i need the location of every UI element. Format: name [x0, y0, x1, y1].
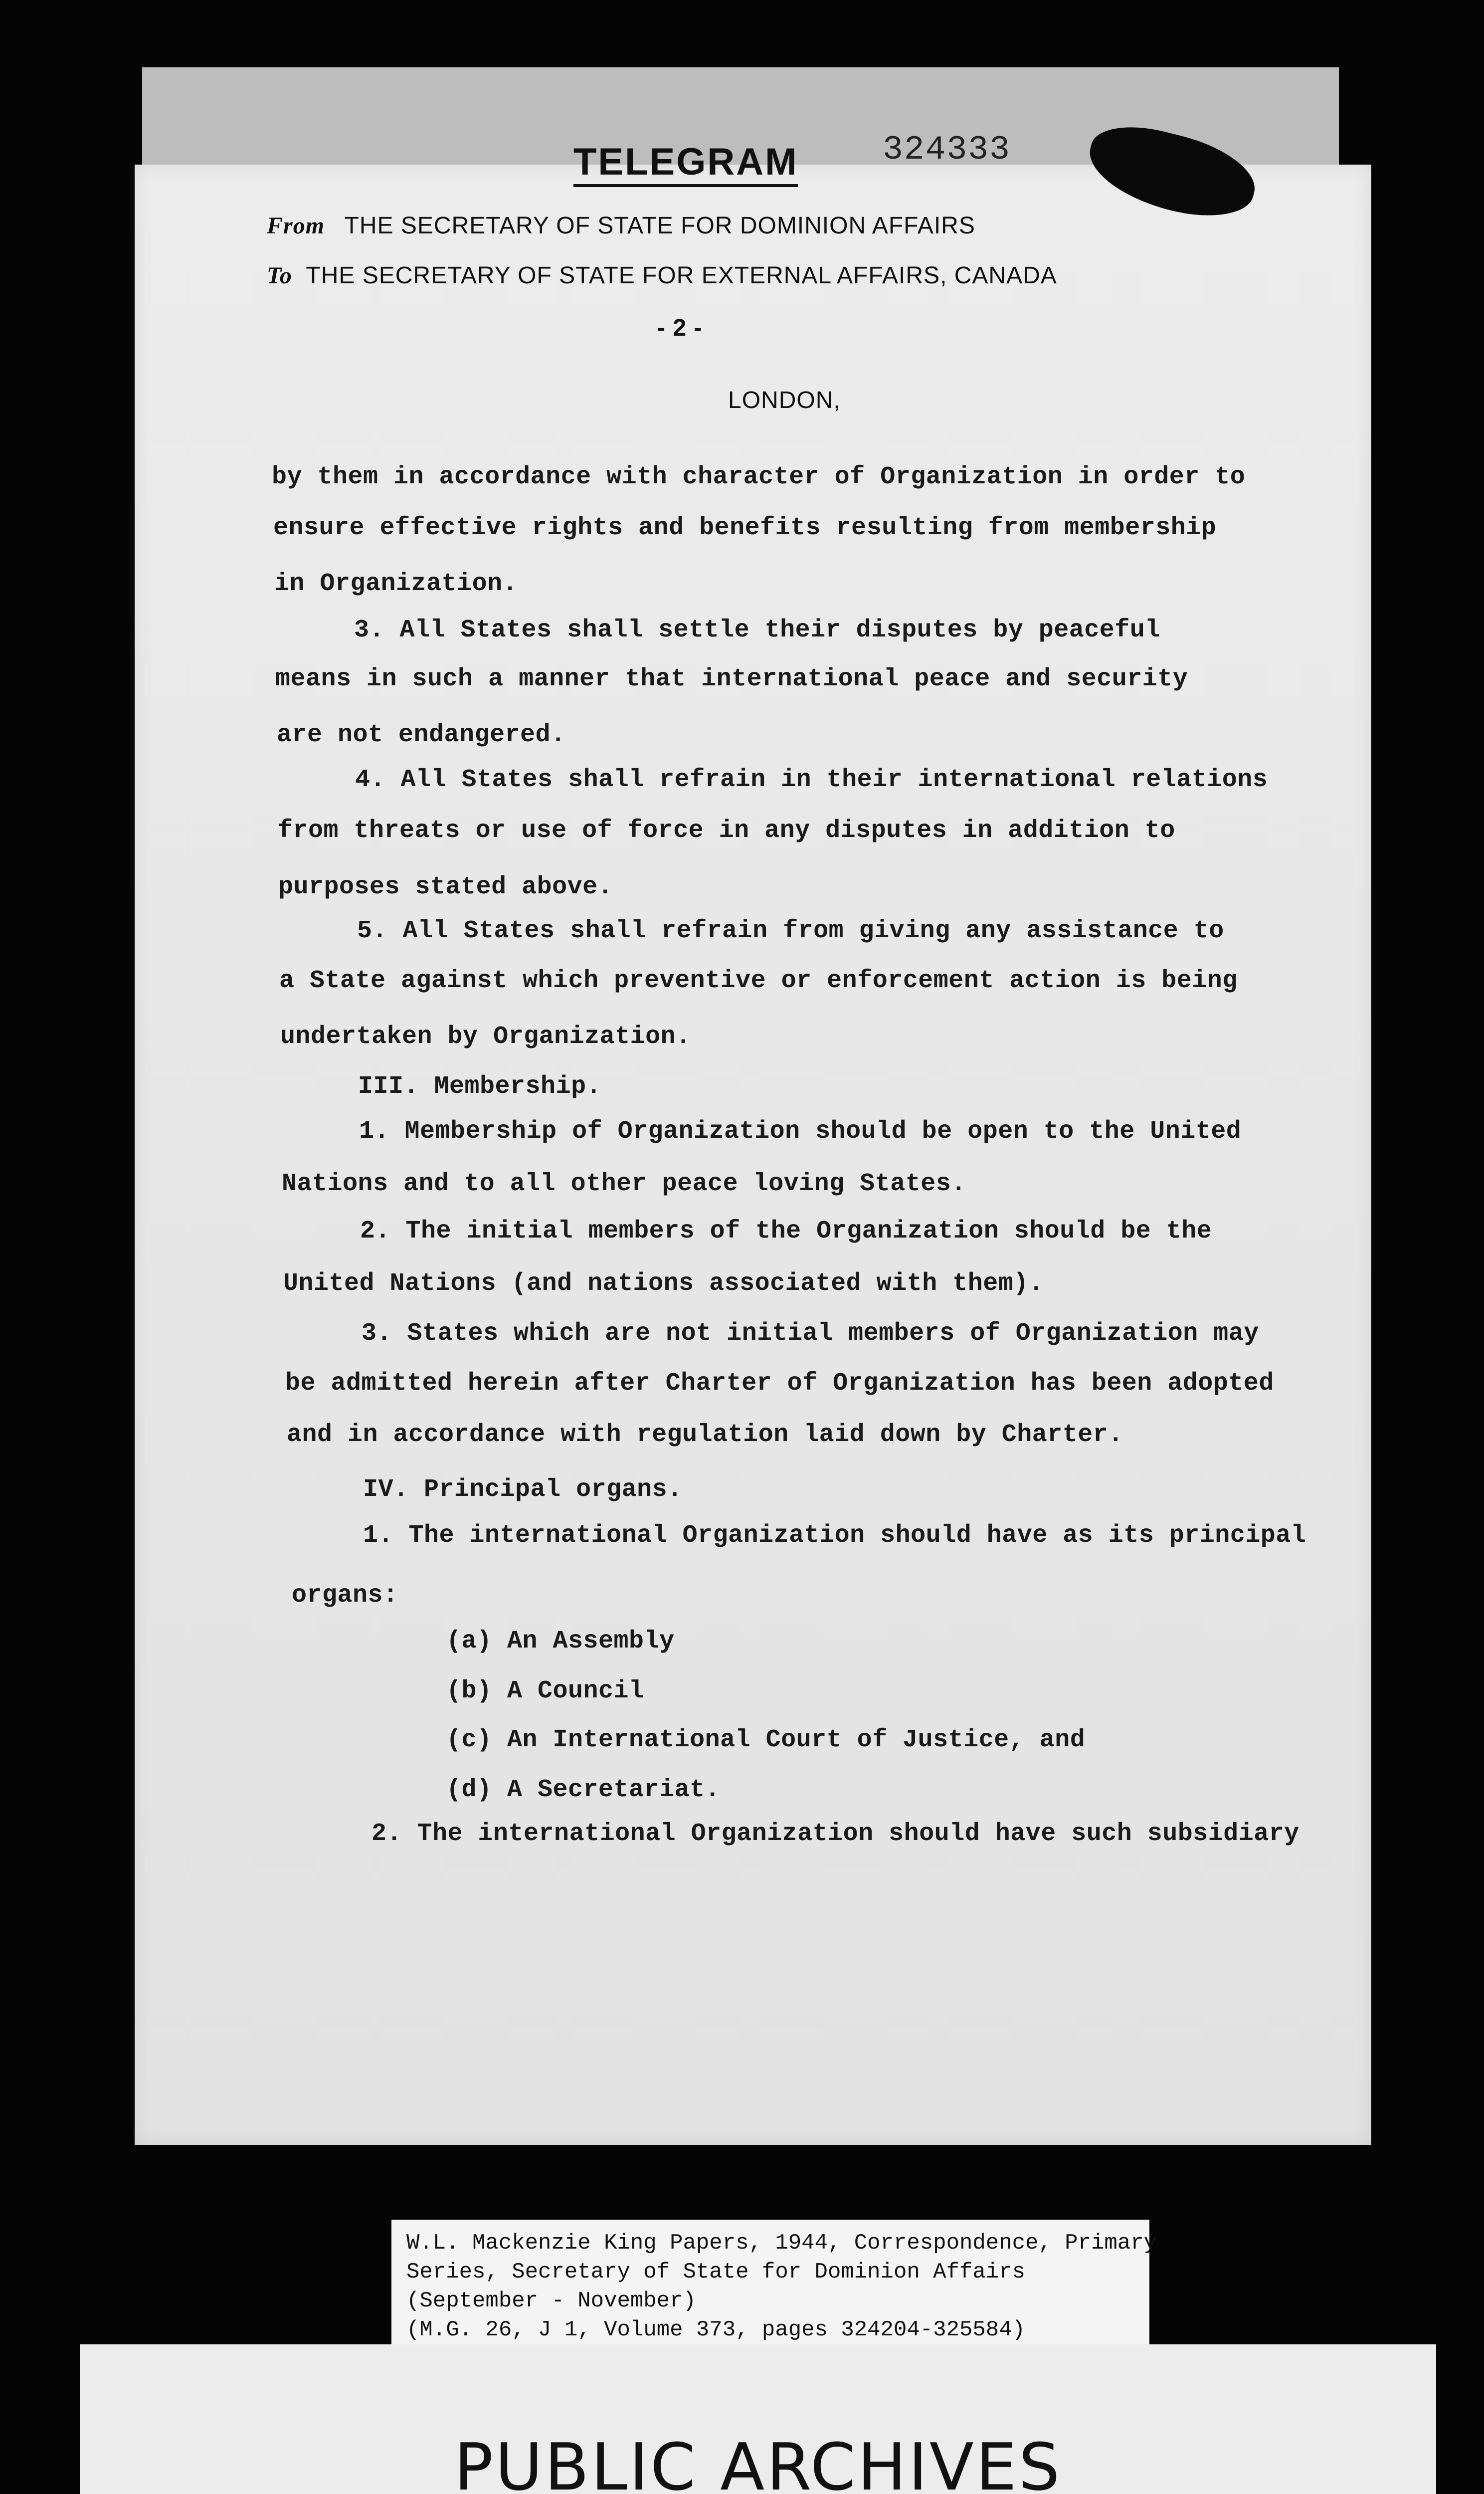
from-line: [267, 212, 975, 239]
body-line: are not endangered.: [277, 721, 566, 749]
archive-reference-label: [391, 2220, 1157, 2362]
archive-line: (September - November): [406, 2288, 696, 2313]
archive-line: (M.G. 26, J 1, Volume 373, pages 324204-325584): [406, 2317, 1026, 2342]
section-heading: III. Membership.: [358, 1072, 602, 1101]
body-line: 2. The international Organization should have such subsidiary: [371, 1820, 1299, 1848]
archive-line: W.L. Mackenzie King Papers, 1944, Correspondence, Primary: [406, 2231, 1157, 2256]
body-line: 4. All States shall refrain in their international relations: [355, 766, 1268, 794]
body-line: from threats or use of force in any disputes in addition to: [278, 817, 1175, 845]
list-item: (b) A Council: [446, 1677, 644, 1705]
body-line: Nations and to all other peace loving States.: [282, 1170, 966, 1198]
body-line: in Organization.: [274, 570, 518, 598]
page-marker: - 2 -: [657, 315, 703, 341]
body-line: 2. The initial members of the Organization should be the: [360, 1217, 1212, 1246]
body-line: 3. States which are not initial members of Organization may: [362, 1319, 1259, 1348]
body-line: means in such a manner that international peace and security: [275, 665, 1188, 693]
body-line: purposes stated above.: [278, 873, 613, 901]
telegram-title: TELEGRAM: [573, 142, 798, 187]
list-item: (d) A Secretariat.: [446, 1776, 721, 1804]
body-line: be admitted herein after Charter of Organization has been adopted: [285, 1369, 1274, 1398]
body-line: United Nations (and nations associated with them).: [283, 1269, 1044, 1298]
from-label: From: [267, 212, 325, 239]
public-archives-heading: PUBLIC ARCHIVES: [454, 2429, 1062, 2494]
to-label: To: [267, 262, 292, 289]
section-heading: IV. Principal organs.: [363, 1475, 683, 1504]
list-item: (c) An International Court of Justice, and: [446, 1726, 1086, 1754]
body-line: 1. The international Organization should have as its principal: [363, 1521, 1306, 1550]
location: LONDON,: [728, 387, 841, 414]
body-line: by them in accordance with character of Organization in order to: [272, 463, 1246, 491]
body-line: undertaken by Organization.: [280, 1023, 691, 1051]
archive-line: Series, Secretary of State for Dominion Affairs: [406, 2260, 1026, 2285]
body-line: and in accordance with regulation laid down by Charter.: [287, 1421, 1123, 1449]
list-item: (a) An Assembly: [446, 1627, 675, 1656]
body-line: ensure effective rights and benefits resulting from membership: [273, 514, 1217, 542]
to-line: [267, 262, 1057, 289]
reference-number: 324333: [883, 131, 1011, 169]
to-text: THE SECRETARY OF STATE FOR EXTERNAL AFFAIRS, CANADA: [306, 262, 1057, 289]
body-line: organs:: [292, 1581, 398, 1610]
from-text: THE SECRETARY OF STATE FOR DOMINION AFFAIRS: [344, 212, 975, 239]
body-line: 3. All States shall settle their disputes by peaceful: [354, 616, 1160, 644]
body-line: a State against which preventive or enforcement action is being: [279, 967, 1238, 995]
public-archives-card: [80, 2344, 1436, 2494]
body-line: 1. Membership of Organization should be open to the United: [359, 1117, 1242, 1146]
body-line: 5. All States shall refrain from giving any assistance to: [357, 917, 1224, 945]
